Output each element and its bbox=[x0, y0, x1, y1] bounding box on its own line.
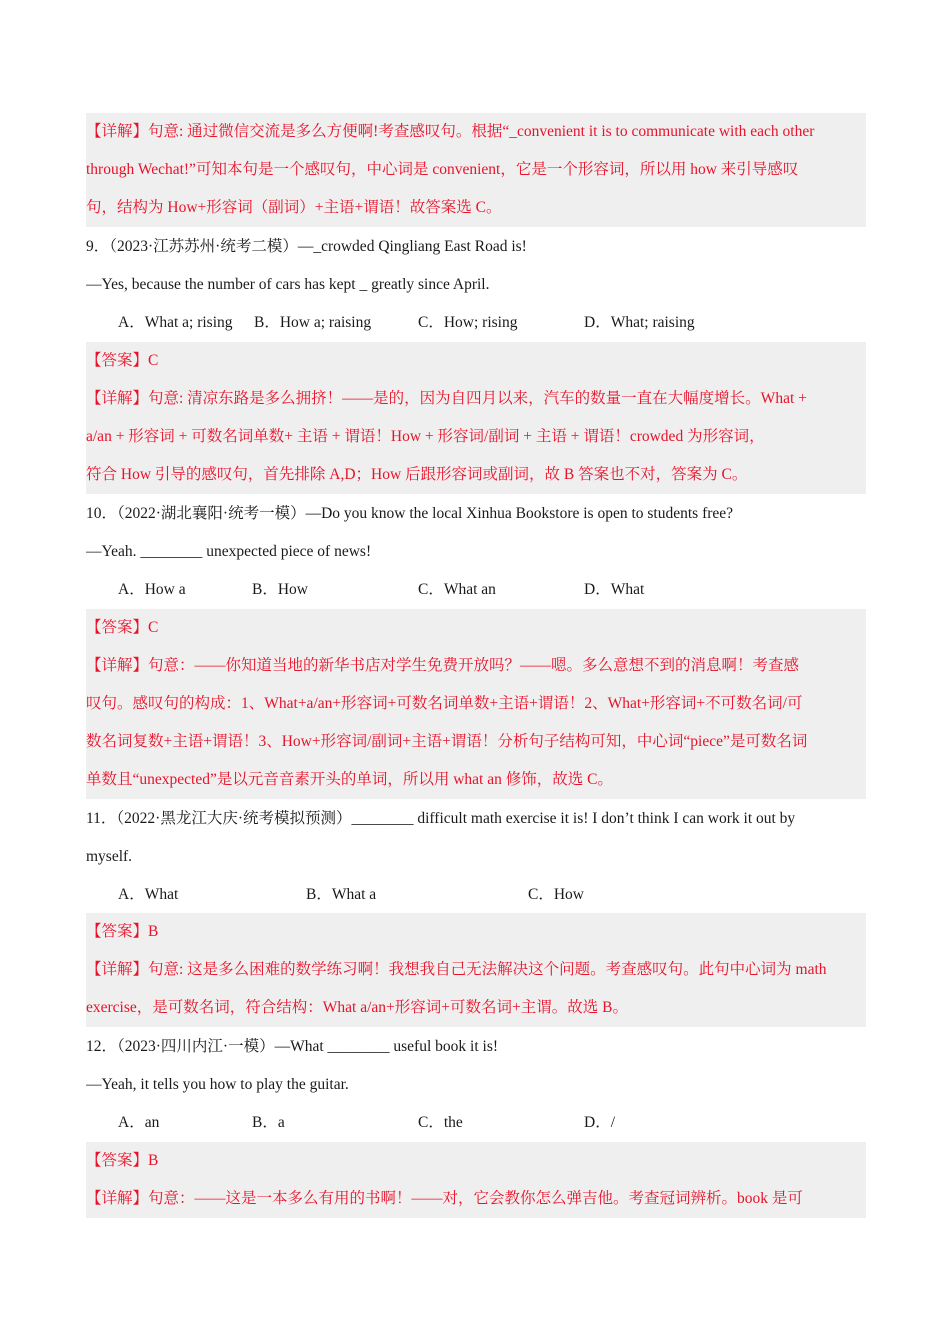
q9-detail-line-3: 符合 How 引导的感叹句，首先排除 A,D；How 后跟形容词或副词，故 B 答案也不对，答案为 C。 bbox=[86, 456, 866, 494]
q12-detail-line-1: 【详解】句意：——这是一本多么有用的书啊！——对，它会教你怎么弹吉他。考查冠词辨析。book 是可 bbox=[86, 1180, 866, 1218]
q10-option-d: D．What bbox=[584, 581, 645, 598]
q10-options bbox=[118, 571, 878, 609]
q9-detail-line-2: a/an + 形容词 + 可数名词单数+ 主语 + 谓语！How + 形容词/副词 + 主语 + 谓语！crowded 为形容词， bbox=[86, 418, 866, 456]
q10-detail-line-4: 单数且“unexpected”是以元音音素开头的单词，所以用 what an 修饰，故选 C。 bbox=[86, 761, 866, 799]
q10-option-a: A．How a bbox=[118, 581, 186, 598]
q10-detail-line-3: 数名词复数+主语+谓语！3、How+形容词/副词+主语+谓语！分析句子结构可知，中心词“piece”是可数名词 bbox=[86, 723, 866, 761]
q10-stem-reply: —Yeah. ________ unexpected piece of news! bbox=[86, 543, 372, 560]
q8-detail-line-2: through Wechat!”可知本句是一个感叹句，中心词是 convenient，它是一个形容词，所以用 how 来引导感叹 bbox=[86, 151, 866, 189]
q8-detail-line-1: 【详解】句意: 通过微信交流是多么方便啊!考查感叹句。根据“_convenient it is to communicate with each other bbox=[86, 113, 866, 151]
q9-option-c: C．How; rising bbox=[418, 314, 518, 331]
q11-detail-line-1: 【详解】句意: 这是多么困难的数学练习啊！我想我自己无法解决这个问题。考查感叹句。此句中心词为 math bbox=[86, 951, 866, 989]
q11-option-a: A．What bbox=[118, 886, 179, 903]
q11-detail-line-2: exercise，是可数名词，符合结构：What a/an+形容词+可数名词+主谓。故选 B。 bbox=[86, 989, 866, 1027]
q12-options bbox=[118, 1104, 878, 1142]
q9-options bbox=[118, 304, 878, 342]
q11-option-b: B．What a bbox=[306, 886, 377, 903]
q9-detail-line-1: 【详解】句意: 清凉东路是多么拥挤！——是的，因为自四月以来，汽车的数量一直在大幅度增长。What + bbox=[86, 380, 866, 418]
q10-option-b: B．How bbox=[252, 581, 308, 598]
q12-option-c: C．the bbox=[418, 1114, 463, 1131]
q9-stem-reply: —Yes, because the number of cars has kept _ greatly since April. bbox=[86, 276, 490, 293]
q10-option-c: C．What an bbox=[418, 581, 496, 598]
q9-option-b: B．How a; raising bbox=[254, 314, 372, 331]
q12-option-a: A．an bbox=[118, 1114, 160, 1131]
q11-answer: 【答案】B bbox=[86, 913, 866, 951]
q9-option-a: A．What a; rising bbox=[118, 314, 233, 331]
q10-answer: 【答案】C bbox=[86, 609, 866, 647]
q11-option-c: C．How bbox=[528, 886, 584, 903]
q12-stem: 12．（2023·四川内江·一模）—What ________ useful book it is! bbox=[86, 1038, 499, 1055]
q12-option-b: B．a bbox=[252, 1114, 285, 1131]
q11-stem: 11．（2022·黑龙江大庆·统考模拟预测）________ difficult math exercise it is! I don’t think I can work it out by bbox=[86, 810, 796, 827]
q9-answer: 【答案】C bbox=[86, 342, 866, 380]
q12-stem-reply: —Yeah, it tells you how to play the guitar. bbox=[86, 1076, 349, 1093]
q8-detail-line-3: 句，结构为 How+形容词（副词）+主语+谓语！故答案选 C。 bbox=[86, 189, 866, 227]
q9-stem: 9．（2023·江苏苏州·统考二模）—_crowded Qingliang East Road is! bbox=[86, 238, 527, 255]
q9-option-d: D．What; raising bbox=[584, 314, 695, 331]
q11-options bbox=[118, 876, 878, 914]
q10-stem: 10．（2022·湖北襄阳·统考一模）—Do you know the local Xinhua Bookstore is open to students free? bbox=[86, 505, 734, 522]
q12-option-d: D．/ bbox=[584, 1114, 616, 1131]
q12-answer: 【答案】B bbox=[86, 1142, 866, 1180]
q10-detail-line-2: 叹句。感叹句的构成：1、What+a/an+形容词+可数名词单数+主语+谓语！2、What+形容词+不可数名词/可 bbox=[86, 685, 866, 723]
q11-stem-cont: myself. bbox=[86, 848, 133, 865]
q10-detail-line-1: 【详解】句意：——你知道当地的新华书店对学生免费开放吗？——嗯。多么意想不到的消息啊！考查感 bbox=[86, 647, 866, 685]
